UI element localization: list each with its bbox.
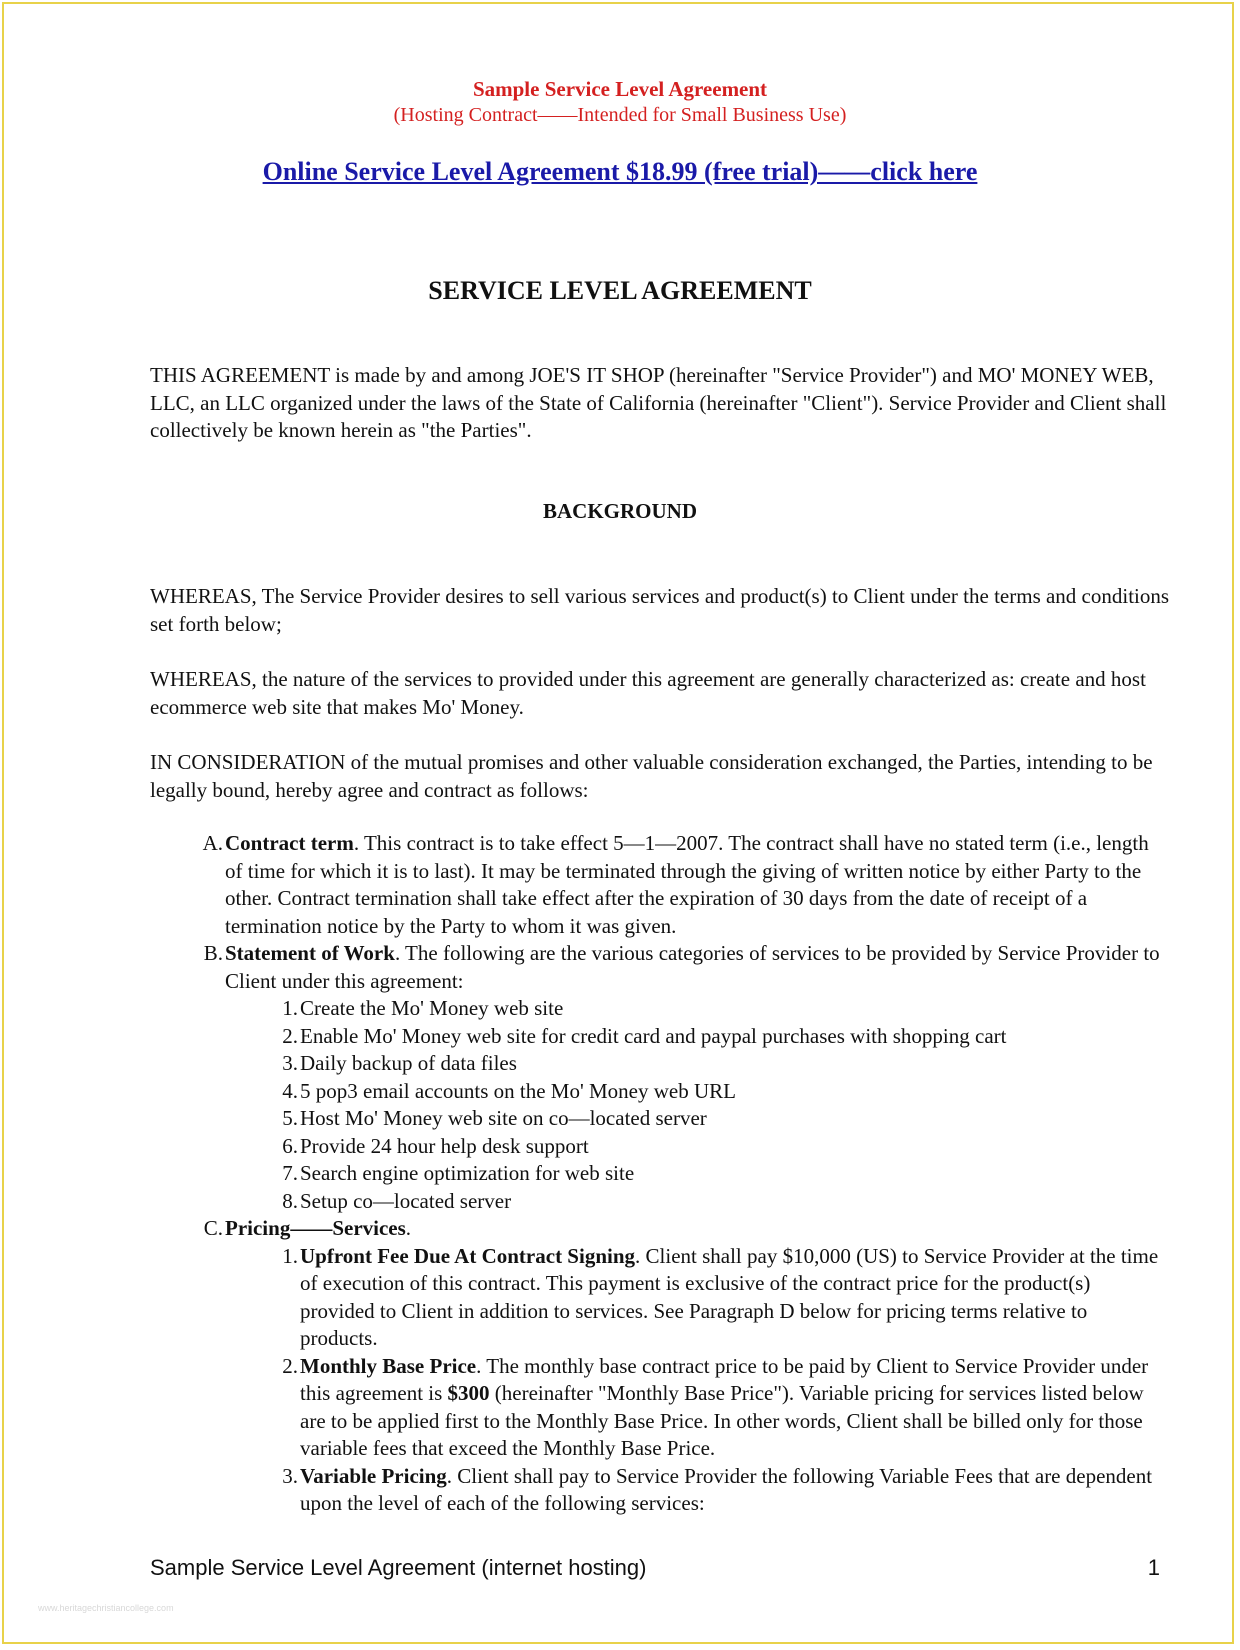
section-statement-of-work bbox=[150, 940, 1170, 995]
list-item-marker: 8. bbox=[282, 1188, 298, 1213]
list-item-text: Search engine optimization for web site bbox=[300, 1161, 635, 1185]
whereas-paragraph-2: WHEREAS, the nature of the services to provided under this agreement are generally characterized as: create and host ecommerce web site that makes Mo' Money. bbox=[150, 667, 1146, 719]
section-text: . The following are the various categories of services to be provided by Service Provider to Client under this agreement: bbox=[225, 941, 1160, 993]
terms-list bbox=[150, 830, 1170, 1518]
list-item bbox=[150, 1023, 1170, 1051]
free-trial-link[interactable]: Online Service Level Agreement $18.99 (free trial)——click here bbox=[262, 157, 978, 186]
list-item-text: Setup co—located server bbox=[300, 1188, 512, 1213]
pricing-upfront-fee bbox=[150, 1243, 1170, 1353]
pricing-heading: Variable Pricing bbox=[300, 1463, 447, 1488]
list-item-marker: 2. bbox=[282, 1023, 298, 1048]
list-item-marker: 7. bbox=[282, 1161, 298, 1185]
page-footer bbox=[150, 1555, 1160, 1581]
document-title: SERVICE LEVEL AGREEMENT bbox=[428, 276, 812, 305]
pricing-text: . Client shall pay to Service Provider the following Variable Fees that are dependent upon the level of each of the following services: bbox=[300, 1463, 1153, 1515]
section-marker: B. bbox=[203, 941, 223, 965]
pricing-heading: Monthly Base Price bbox=[300, 1353, 477, 1378]
pricing-amount: $300 bbox=[447, 1381, 490, 1405]
watermark: www.heritagechristiancollege.com bbox=[38, 1603, 174, 1613]
list-item-text: 5 pop3 email accounts on the Mo' Money web URL bbox=[300, 1078, 736, 1103]
list-item bbox=[150, 1188, 1170, 1216]
list-item-marker: 1. bbox=[282, 1243, 298, 1268]
page-number: 1 bbox=[1147, 1555, 1160, 1580]
list-item-marker: 4. bbox=[282, 1078, 298, 1103]
list-item bbox=[150, 1160, 1170, 1188]
list-item bbox=[150, 1050, 1170, 1078]
section-text: . bbox=[405, 1216, 412, 1240]
list-item bbox=[150, 1105, 1170, 1133]
section-marker: A. bbox=[202, 831, 223, 855]
list-item-marker: 2. bbox=[282, 1353, 298, 1378]
list-item bbox=[150, 995, 1170, 1023]
list-item-text: Daily backup of data files bbox=[300, 1051, 517, 1075]
whereas-paragraph-1: WHEREAS, The Service Provider desires to sell various services and product(s) to Client under the terms and conditions set forth below; bbox=[150, 584, 1170, 636]
list-item bbox=[150, 1133, 1170, 1161]
list-item-marker: 5. bbox=[282, 1106, 298, 1130]
list-item-text: Create the Mo' Money web site bbox=[300, 996, 564, 1020]
list-item-text: Provide 24 hour help desk support bbox=[300, 1133, 589, 1158]
list-item-marker: 3. bbox=[282, 1051, 298, 1075]
header-title: Sample Service Level Agreement bbox=[472, 77, 768, 101]
pricing-variable bbox=[150, 1463, 1170, 1518]
section-heading: Pricing——Services bbox=[225, 1216, 406, 1240]
section-heading: Contract term bbox=[225, 831, 354, 855]
background-heading: BACKGROUND bbox=[542, 499, 697, 523]
section-text: . This contract is to take effect 5—1—2007. The contract shall have no stated term (i.e., length of time for which it is to last). It may be terminated through the giving of written notice by either Party to the other. Contract termination shall take effect after the expiration of 30 days from the date of receipt of a termination notice by the Party to whom it was given. bbox=[225, 831, 1149, 938]
pricing-monthly-base bbox=[150, 1353, 1170, 1463]
section-pricing-services bbox=[150, 1215, 1170, 1243]
section-marker: C. bbox=[203, 1216, 223, 1240]
list-item-text: Enable Mo' Money web site for credit card and paypal purchases with shopping cart bbox=[300, 1023, 1007, 1048]
section-contract-term bbox=[150, 830, 1170, 940]
list-item-text: Host Mo' Money web site on co—located server bbox=[300, 1106, 707, 1130]
list-item bbox=[150, 1078, 1170, 1106]
header-subtitle: (Hosting Contract——Intended for Small Business Use) bbox=[393, 104, 847, 126]
intro-paragraph: THIS AGREEMENT is made by and among JOE'S IT SHOP (hereinafter "Service Provider") and MO' MONEY WEB, LLC, an LLC organized under the laws of the State of California (hereinafter "Client"). Service Provider and Client shall collectively be known herein as "the Parties". bbox=[150, 363, 1167, 442]
pricing-text: . The monthly base contract price to be paid by Client to Service Provider under this agreement is bbox=[300, 1353, 1149, 1405]
section-heading: Statement of Work bbox=[225, 941, 395, 965]
pricing-text: . Client shall pay $10,000 (US) to Service Provider at the time of execution of this contract. This payment is exclusive of the contract price for the product(s) provided to Client in addition to services. See Paragraph D below for pricing terms relative to products. bbox=[300, 1243, 1159, 1350]
consideration-paragraph: IN CONSIDERATION of the mutual promises and other valuable consideration exchanged, the Parties, intending to be legally bound, hereby agree and contract as follows: bbox=[150, 750, 1153, 802]
list-item-marker: 3. bbox=[282, 1463, 298, 1488]
list-item-marker: 6. bbox=[282, 1133, 298, 1158]
pricing-text: (hereinafter "Monthly Base Price"). Variable pricing for services listed below are to be applied first to the Monthly Base Price. In other words, Client shall be billed only for those variable fees that exceed the Monthly Base Price. bbox=[300, 1381, 1144, 1460]
pricing-heading: Upfront Fee Due At Contract Signing bbox=[300, 1243, 636, 1268]
list-item-marker: 1. bbox=[282, 996, 298, 1020]
footer-text: Sample Service Level Agreement (internet hosting) bbox=[150, 1555, 647, 1580]
